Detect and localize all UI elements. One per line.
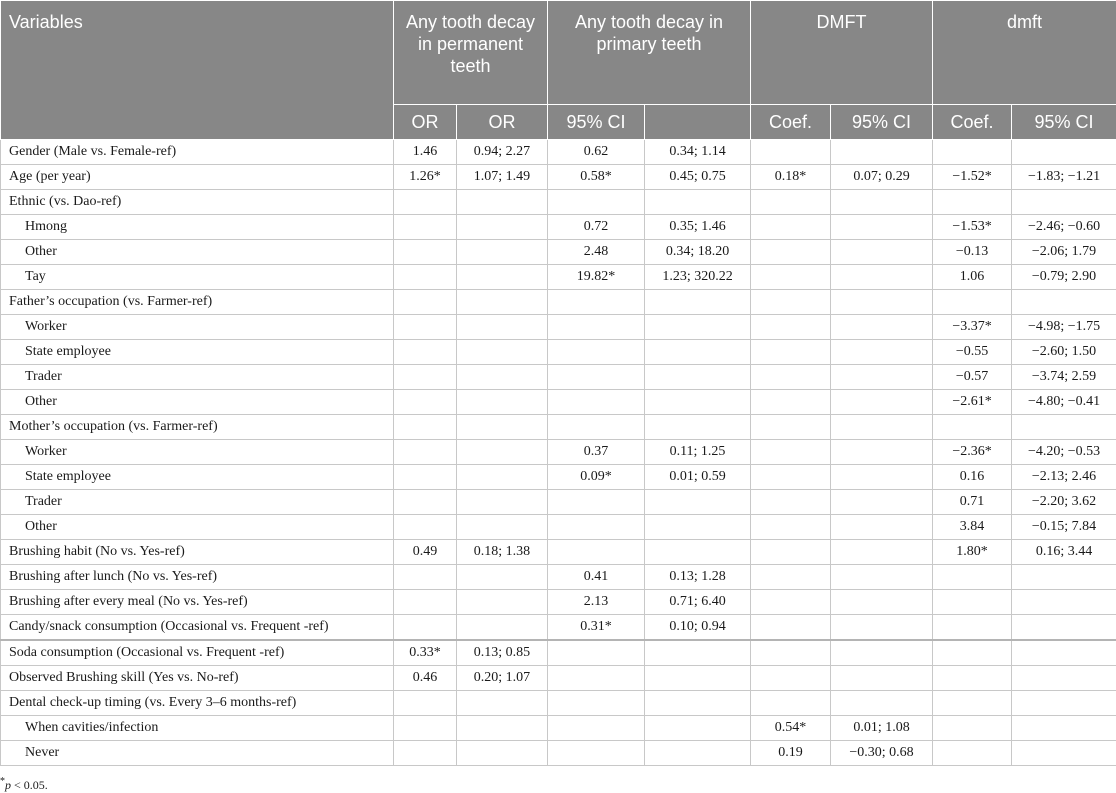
table-cell: −0.79; 2.90 (1012, 265, 1116, 290)
table-row (1, 340, 1116, 365)
table-cell (831, 440, 933, 465)
table-cell (457, 415, 548, 440)
table-cell: 3.84 (933, 515, 1012, 540)
table-cell: −0.55 (933, 340, 1012, 365)
table-cell (933, 415, 1012, 440)
table-cell (457, 716, 548, 741)
table-cell: 1.46 (394, 140, 457, 165)
table-cell: 0.37 (548, 440, 645, 465)
table-cell: 0.35; 1.46 (645, 215, 751, 240)
table-cell (394, 691, 457, 716)
table-cell (831, 515, 933, 540)
table-cell (457, 365, 548, 390)
group-header-permanent: Any tooth decay in permanent teeth (394, 1, 548, 105)
table-cell: 0.72 (548, 215, 645, 240)
table-cell (751, 265, 831, 290)
subheader-cell: 95% CI (548, 105, 645, 140)
row-label: Age (per year) (1, 165, 394, 190)
group-header-primary: Any tooth decay in primary teeth (548, 1, 751, 105)
table-cell (1012, 190, 1116, 215)
table-cell: 0.16 (933, 465, 1012, 490)
table-row (1, 315, 1116, 340)
table-row (1, 215, 1116, 240)
table-cell (645, 666, 751, 691)
table-cell (457, 390, 548, 415)
row-label: Candy/snack consumption (Occasional vs. Frequent -ref) (1, 615, 394, 641)
table-cell: 0.18* (751, 165, 831, 190)
table-cell (645, 741, 751, 766)
footnote-p: p (5, 778, 11, 792)
footnote-text: < 0.05. (11, 778, 48, 792)
table-cell (1012, 691, 1116, 716)
table-row (1, 415, 1116, 440)
table-cell (831, 215, 933, 240)
footnote (0, 776, 48, 793)
table-cell (548, 315, 645, 340)
table-cell (645, 190, 751, 215)
table-cell: −2.13; 2.46 (1012, 465, 1116, 490)
table-cell (751, 365, 831, 390)
table-cell (394, 615, 457, 641)
table-cell (394, 290, 457, 315)
table-cell: −0.15; 7.84 (1012, 515, 1116, 540)
table-cell (394, 716, 457, 741)
table-cell: 0.58* (548, 165, 645, 190)
table-cell: −4.80; −0.41 (1012, 390, 1116, 415)
table-cell (394, 515, 457, 540)
table-cell: −2.36* (933, 440, 1012, 465)
row-label: Other (1, 240, 394, 265)
table-cell (457, 691, 548, 716)
table-cell (394, 465, 457, 490)
table-cell (548, 691, 645, 716)
table-cell (394, 340, 457, 365)
table-cell (751, 490, 831, 515)
row-label: Worker (1, 440, 394, 465)
table-row (1, 515, 1116, 540)
table-cell (1012, 590, 1116, 615)
row-label: Mother’s occupation (vs. Farmer-ref) (1, 415, 394, 440)
table-cell (831, 240, 933, 265)
table-cell: 1.80* (933, 540, 1012, 565)
table-cell: −2.20; 3.62 (1012, 490, 1116, 515)
row-label: Gender (Male vs. Female-ref) (1, 140, 394, 165)
table-cell (394, 190, 457, 215)
table-cell (457, 315, 548, 340)
table-cell (457, 741, 548, 766)
table-cell: 19.82* (548, 265, 645, 290)
table-cell (751, 590, 831, 615)
table-cell: −2.06; 1.79 (1012, 240, 1116, 265)
table-cell (933, 140, 1012, 165)
subheader-cell: Coef. (933, 105, 1012, 140)
table-row (1, 440, 1116, 465)
row-label: Other (1, 515, 394, 540)
table-cell: 0.46 (394, 666, 457, 691)
subheader-cell (645, 105, 751, 140)
table-cell (751, 540, 831, 565)
table-cell (751, 240, 831, 265)
table-cell (1012, 741, 1116, 766)
table-row (1, 565, 1116, 590)
table-row (1, 390, 1116, 415)
table-cell: −2.61* (933, 390, 1012, 415)
row-label: Brushing after lunch (No vs. Yes-ref) (1, 565, 394, 590)
table-cell (831, 140, 933, 165)
table-row (1, 716, 1116, 741)
table-cell: 0.94; 2.27 (457, 140, 548, 165)
table-cell (645, 415, 751, 440)
table-cell (751, 691, 831, 716)
table-cell (1012, 140, 1116, 165)
table-cell (751, 290, 831, 315)
table-cell (933, 190, 1012, 215)
table-cell (933, 691, 1012, 716)
table-cell: 0.54* (751, 716, 831, 741)
table-cell: 2.13 (548, 590, 645, 615)
table-cell (457, 340, 548, 365)
table-row (1, 741, 1116, 766)
table-cell: 1.07; 1.49 (457, 165, 548, 190)
table-row (1, 165, 1116, 190)
table-cell: 0.16; 3.44 (1012, 540, 1116, 565)
row-label: Observed Brushing skill (Yes vs. No-ref) (1, 666, 394, 691)
table-cell (831, 415, 933, 440)
subheader-cell: OR (394, 105, 457, 140)
table-cell: −3.37* (933, 315, 1012, 340)
table-cell: 0.71; 6.40 (645, 590, 751, 615)
footnote-star: * (0, 776, 5, 787)
table-cell (933, 666, 1012, 691)
table-cell (751, 615, 831, 641)
table-cell (457, 215, 548, 240)
table-cell: 0.19 (751, 741, 831, 766)
table-cell (831, 590, 933, 615)
table-cell: 0.71 (933, 490, 1012, 515)
table-cell (394, 741, 457, 766)
table-cell (831, 565, 933, 590)
table-cell: 0.62 (548, 140, 645, 165)
table-cell (548, 190, 645, 215)
table-cell (645, 315, 751, 340)
table-row (1, 666, 1116, 691)
table-cell (645, 490, 751, 515)
table-cell: 0.18; 1.38 (457, 540, 548, 565)
row-label: Trader (1, 365, 394, 390)
table-cell (457, 190, 548, 215)
row-label: Father’s occupation (vs. Farmer-ref) (1, 290, 394, 315)
table-cell: 1.26* (394, 165, 457, 190)
table-cell (1012, 615, 1116, 641)
group-header-dmft-upper: DMFT (751, 1, 933, 105)
table-cell (548, 515, 645, 540)
table-row (1, 540, 1116, 565)
table-cell: 0.41 (548, 565, 645, 590)
variables-header: Variables (1, 1, 394, 140)
table-cell (645, 691, 751, 716)
table-row (1, 190, 1116, 215)
table-cell (457, 615, 548, 641)
table-row (1, 140, 1116, 165)
table-cell: −0.30; 0.68 (831, 741, 933, 766)
table-cell: −0.57 (933, 365, 1012, 390)
table-cell (394, 490, 457, 515)
table-cell (831, 640, 933, 666)
table-cell (645, 290, 751, 315)
table-cell: 0.13; 0.85 (457, 640, 548, 666)
table-body (1, 140, 1116, 766)
row-label: Worker (1, 315, 394, 340)
table-cell (751, 666, 831, 691)
table-row (1, 240, 1116, 265)
table-cell: −2.60; 1.50 (1012, 340, 1116, 365)
table-cell (457, 240, 548, 265)
table-cell (751, 640, 831, 666)
table-cell (394, 590, 457, 615)
table-cell (548, 390, 645, 415)
table-cell: 0.34; 18.20 (645, 240, 751, 265)
table-cell: −1.53* (933, 215, 1012, 240)
table-cell (831, 340, 933, 365)
table-cell (548, 290, 645, 315)
table-row (1, 615, 1116, 641)
table-cell: −3.74; 2.59 (1012, 365, 1116, 390)
table-cell (394, 415, 457, 440)
table-cell (831, 465, 933, 490)
table-cell (751, 415, 831, 440)
row-label: Never (1, 741, 394, 766)
table-cell (831, 365, 933, 390)
table-cell (751, 190, 831, 215)
table-cell: 0.11; 1.25 (645, 440, 751, 465)
table-cell (457, 590, 548, 615)
row-label: Tay (1, 265, 394, 290)
table-cell: −1.52* (933, 165, 1012, 190)
row-label: Other (1, 390, 394, 415)
table-cell (831, 390, 933, 415)
table-row (1, 465, 1116, 490)
table-cell (394, 390, 457, 415)
table-cell (548, 540, 645, 565)
table-cell (831, 315, 933, 340)
table-cell (394, 265, 457, 290)
table-cell (831, 290, 933, 315)
table-cell (457, 515, 548, 540)
table-cell (548, 365, 645, 390)
table-cell (548, 490, 645, 515)
row-label: When cavities/infection (1, 716, 394, 741)
table-cell (457, 440, 548, 465)
row-label: State employee (1, 465, 394, 490)
table-cell: −2.46; −0.60 (1012, 215, 1116, 240)
table-cell (457, 290, 548, 315)
table-cell: 0.34; 1.14 (645, 140, 751, 165)
group-header-dmft-lower: dmft (933, 1, 1116, 105)
row-label: Ethnic (vs. Dao-ref) (1, 190, 394, 215)
table-cell (751, 440, 831, 465)
table-cell (645, 340, 751, 365)
subheader-cell: OR (457, 105, 548, 140)
row-label: Dental check-up timing (vs. Every 3–6 months-ref) (1, 691, 394, 716)
table-cell (394, 315, 457, 340)
subheader-cell: 95% CI (831, 105, 933, 140)
table-cell: 0.31* (548, 615, 645, 641)
table-cell (751, 390, 831, 415)
table-cell (751, 140, 831, 165)
table-cell (933, 290, 1012, 315)
row-label: Brushing habit (No vs. Yes-ref) (1, 540, 394, 565)
table-cell: 0.01; 0.59 (645, 465, 751, 490)
table-cell: 0.33* (394, 640, 457, 666)
table-cell (645, 640, 751, 666)
table-row (1, 490, 1116, 515)
table-cell (831, 691, 933, 716)
subheader-cell: Coef. (751, 105, 831, 140)
table-cell (394, 565, 457, 590)
table-cell: 0.10; 0.94 (645, 615, 751, 641)
table-cell (548, 716, 645, 741)
table-cell: −4.98; −1.75 (1012, 315, 1116, 340)
table-cell (831, 190, 933, 215)
row-label: Hmong (1, 215, 394, 240)
table-cell (751, 340, 831, 365)
table-cell (457, 565, 548, 590)
subheader-cell: 95% CI (1012, 105, 1116, 140)
table-cell (548, 741, 645, 766)
row-label: Trader (1, 490, 394, 515)
table-cell: 0.09* (548, 465, 645, 490)
row-label: Brushing after every meal (No vs. Yes-ref) (1, 590, 394, 615)
table-cell (751, 515, 831, 540)
table-cell: 0.20; 1.07 (457, 666, 548, 691)
table-cell (751, 565, 831, 590)
row-label: Soda consumption (Occasional vs. Frequent -ref) (1, 640, 394, 666)
table-cell (645, 540, 751, 565)
table-cell: 0.45; 0.75 (645, 165, 751, 190)
table-cell (457, 490, 548, 515)
table-cell: 1.06 (933, 265, 1012, 290)
table-row (1, 265, 1116, 290)
table-cell (1012, 666, 1116, 691)
table-cell (457, 465, 548, 490)
table-cell (394, 440, 457, 465)
table-cell (1012, 565, 1116, 590)
table-cell (751, 215, 831, 240)
row-label: State employee (1, 340, 394, 365)
table-cell: 1.23; 320.22 (645, 265, 751, 290)
table-cell (394, 240, 457, 265)
table-row (1, 691, 1116, 716)
table-cell (457, 265, 548, 290)
table-cell (933, 590, 1012, 615)
table-cell (645, 716, 751, 741)
table-cell (1012, 415, 1116, 440)
table-cell: −1.83; −1.21 (1012, 165, 1116, 190)
table-row (1, 290, 1116, 315)
table-cell: −4.20; −0.53 (1012, 440, 1116, 465)
table-cell (831, 265, 933, 290)
table-row (1, 640, 1116, 666)
table-cell (933, 716, 1012, 741)
table-cell (933, 615, 1012, 641)
header-row-groups (1, 1, 1116, 105)
table-cell (548, 415, 645, 440)
table-cell (831, 615, 933, 641)
table-cell (933, 741, 1012, 766)
table-row (1, 590, 1116, 615)
table-cell: 0.01; 1.08 (831, 716, 933, 741)
table-cell (394, 215, 457, 240)
table-cell (1012, 640, 1116, 666)
table-cell: −0.13 (933, 240, 1012, 265)
table-cell: 0.07; 0.29 (831, 165, 933, 190)
table-row (1, 365, 1116, 390)
table-cell (548, 666, 645, 691)
table-cell (751, 465, 831, 490)
table-cell (548, 340, 645, 365)
table-cell (1012, 290, 1116, 315)
table-cell (831, 666, 933, 691)
table-cell: 0.49 (394, 540, 457, 565)
table-cell (394, 365, 457, 390)
table-cell: 2.48 (548, 240, 645, 265)
table-cell (1012, 716, 1116, 741)
table-cell (831, 490, 933, 515)
table-cell (645, 390, 751, 415)
table-cell (645, 365, 751, 390)
table-cell (645, 515, 751, 540)
table-cell (751, 315, 831, 340)
table-cell: 0.13; 1.28 (645, 565, 751, 590)
table-cell (933, 640, 1012, 666)
table-cell (933, 565, 1012, 590)
table-cell (831, 540, 933, 565)
table-cell (548, 640, 645, 666)
